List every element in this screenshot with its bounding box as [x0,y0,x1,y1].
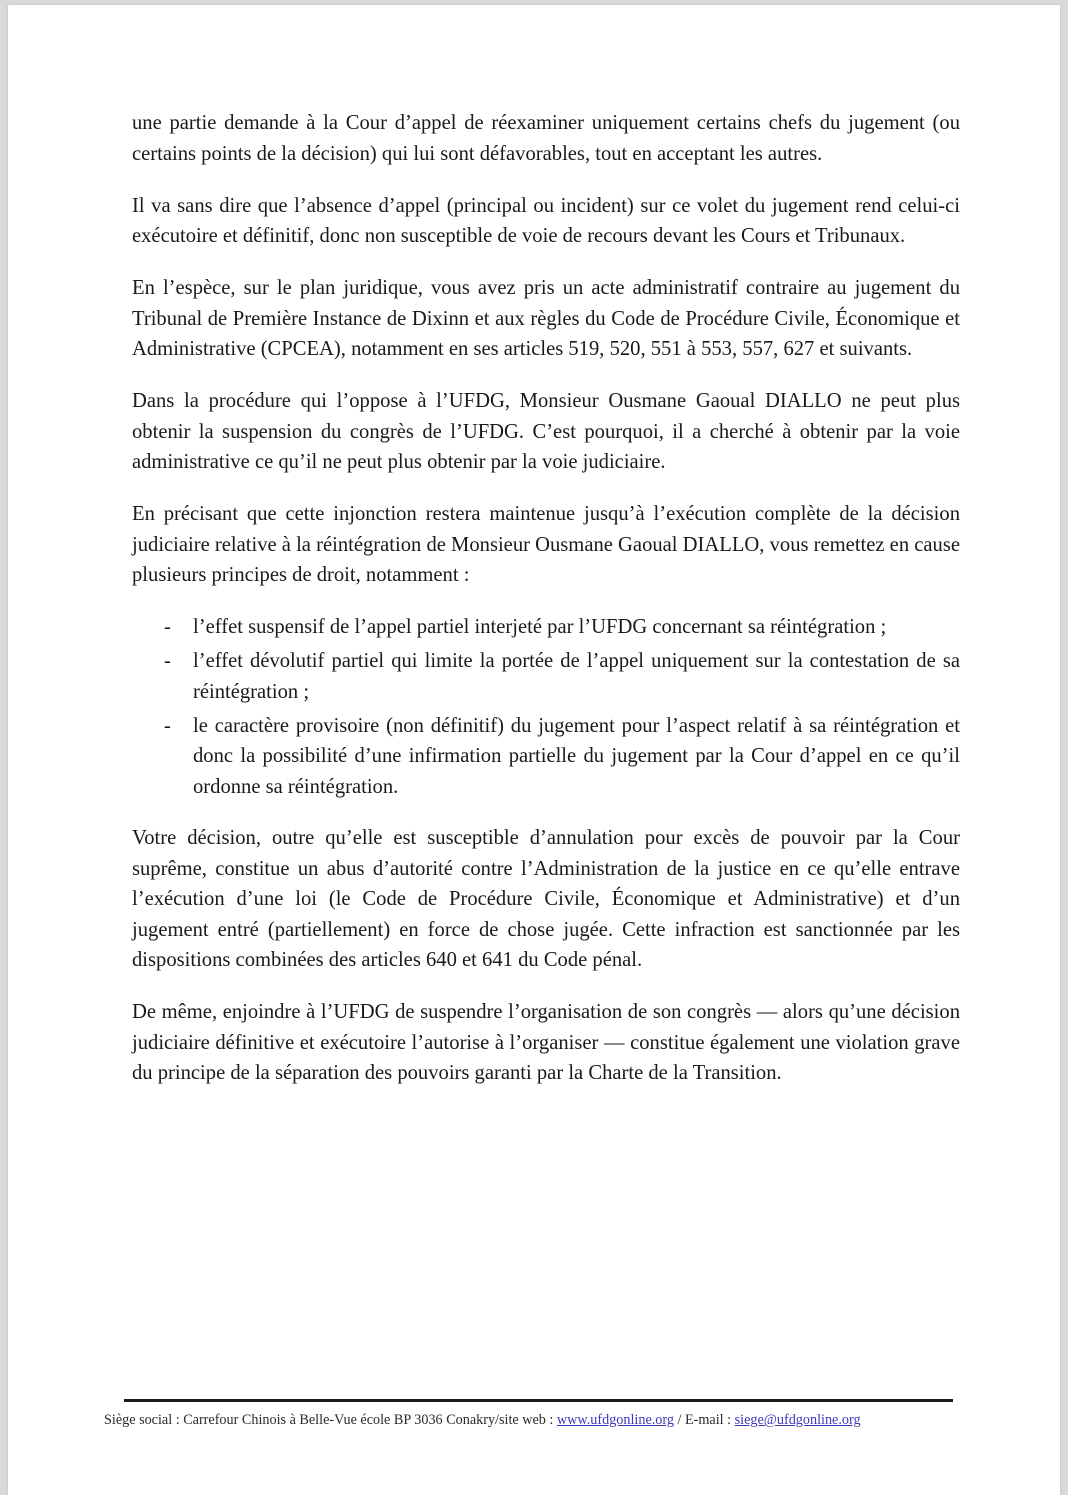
list-item-text: le caractère provisoire (non définitif) du jugement pour l’aspect relatif à sa réintégration et donc la possibilité d’une infirmation partielle du jugement par la Cour d’appel en ce qu’il ordonne sa réintégration. [193,714,960,798]
list-item-text: l’effet suspensif de l’appel partiel interjeté par l’UFDG concernant sa réintégration ; [193,616,887,638]
paragraph-abuse-of-authority: Votre décision, outre qu’elle est susceptible d’annulation pour excès de pouvoir par la Cour suprême, constitue un abus d’autorité contre l’Administration de la justice en ce qu’elle entrave l’exécution d’une loi (le Code de Procédure Civile, Économique et Administrative) et d’un jugement entré (partiellement) en force de chose jugée. Cette infraction est sanctionnée par les dispositions combinées des articles 640 et 641 du Code pénal. [132,827,960,971]
paragraph-separation-of-powers: De même, enjoindre à l’UFDG de suspendre l’organisation de son congrès — alors qu’une décision judiciaire définitive et exécutoire l’autorise à l’organiser — constitue également une violation grave du principe de la séparation des pouvoirs garanti par la Charte de la Transition. [132,1001,960,1084]
footer-address: Siège social : Carrefour Chinois à Belle-Vue école BP 3036 Conakry/site web : [104,1412,557,1428]
document-body [132,108,960,1110]
website-link[interactable]: www.ufdgonline.org [556,1412,674,1428]
footer [104,1410,974,1430]
list-item [132,646,960,707]
paragraph-procedure: Dans la procédure qui l’oppose à l’UFDG, Monsieur Ousmane Gaoual DIALLO ne peut plus obtenir la suspension du congrès de l’UFDG. C’est pourquoi, il a cherché à obtenir par la voie administrative ce qu’il ne peut plus obtenir par la voie judiciaire. [132,390,960,473]
email-link[interactable]: siege@ufdgonline.org [734,1412,861,1428]
principles-list [132,612,960,802]
dash-bullet-icon: - [164,650,171,672]
list-item [132,612,960,643]
dash-bullet-icon: - [164,714,171,737]
paragraph-partial-appeal-definition: une partie demande à la Cour d’appel de réexaminer uniquement certains chefs du jugement (ou certains points de la décision) qui lui sont défavorables, tout en acceptant les autres. [132,112,960,165]
footer-email-label: / E-mail : [673,1412,735,1428]
footer-divider [124,1399,953,1402]
dash-bullet-icon: - [164,616,171,638]
list-item [132,711,960,803]
paragraph-absence-of-appeal: Il va sans dire que l’absence d’appel (principal ou incident) sur ce volet du jugement rend celui-ci exécutoire et définitif, donc non susceptible de voie de recours devant les Cours et Tribunaux. [132,194,960,247]
document-page [8,5,1060,1495]
list-item-text: l’effet dévolutif partiel qui limite la portée de l’appel uniquement sur la contestation de sa réintégration ; [193,650,960,703]
paragraph-injunction: En précisant que cette injonction restera maintenue jusqu’à l’exécution complète de la décision judiciaire relative à la réintégration de Monsieur Ousmane Gaoual DIALLO, vous remettez en cause plusieurs principes de droit, notamment : [132,503,961,586]
paragraph-legal-basis: En l’espèce, sur le plan juridique, vous avez pris un acte administratif contraire au jugement du Tribunal de Première Instance de Dixinn et aux règles du Code de Procédure Civile, Économique et Administrative (CPCEA), notamment en ses articles 519, 520, 551 à 553, 557, 627 et suivants. [132,277,960,360]
